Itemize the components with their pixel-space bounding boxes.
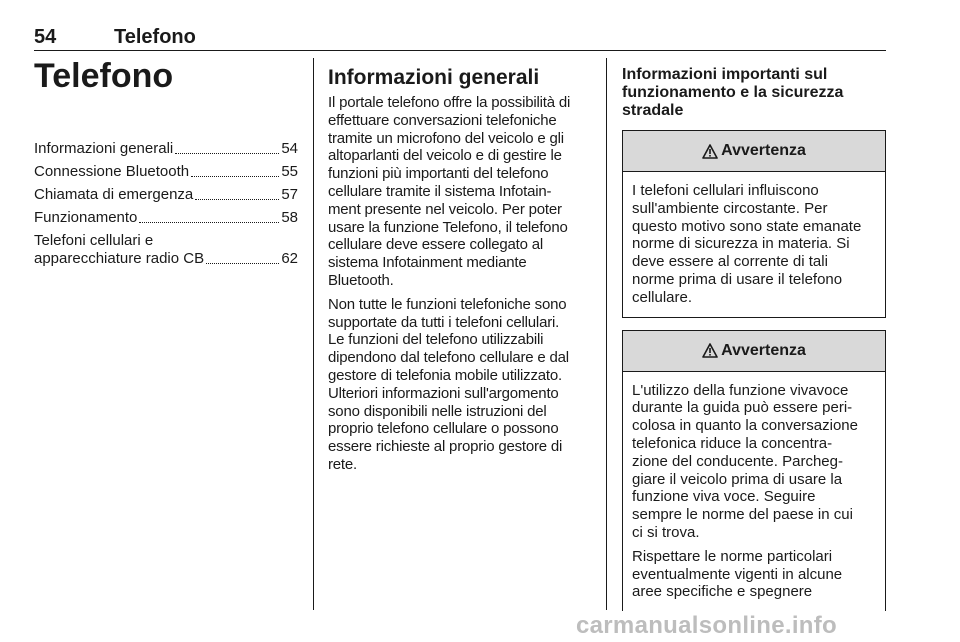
toc-entry[interactable] — [34, 186, 298, 204]
warning-header — [623, 131, 885, 172]
dot-leader — [191, 176, 279, 177]
middle-column — [328, 56, 592, 480]
column-divider-2 — [606, 58, 607, 610]
dot-leader — [206, 263, 279, 264]
warning-body — [623, 372, 885, 612]
warning-text: L'utilizzo della funzione vivavoce durante la guida può essere peri- colosa in quanto la conversazione telefonica riduce la concentra- zione del conducente. Parcheg- giare il veicolo prima di usare la funzione viva voce. Seguire sempre le norme del paese in cui ci si trova. — [632, 381, 858, 541]
toc-entry-page: 57 — [281, 186, 298, 203]
page-number: 54 — [34, 26, 57, 48]
toc-entry-label: Informazioni generali — [34, 140, 174, 157]
dot-leader — [175, 153, 279, 154]
toc-entry-label: Funzionamento — [34, 209, 138, 226]
toc-entry[interactable] — [34, 209, 298, 227]
warning-text: I telefoni cellulari influiscono sull'ambiente circostante. Per questo motivo sono state emanate norme di sicurezza in materia. Si deve essere al corrente di tali norme prima di usare il telefono cellulare. — [632, 182, 862, 306]
warning-triangle-icon — [702, 144, 718, 159]
table-of-contents — [34, 140, 298, 268]
right-column — [622, 56, 886, 611]
warning-text: Rispettare le norme particolari eventualmente vigenti in alcune aree specifiche e spegnere — [632, 547, 843, 601]
page-header — [34, 26, 886, 51]
toc-entry[interactable] — [34, 140, 298, 158]
section-heading: Informazioni generali — [328, 66, 540, 89]
left-column — [34, 56, 298, 273]
subsection-heading: Informazioni importanti sul funzionamento e la sicurezza stradale — [622, 66, 844, 119]
toc-entry[interactable] — [34, 163, 298, 181]
body-paragraph: Non tutte le funzioni telefoniche sono supportate da tutti i telefoni cellulari. Le funzioni del telefono utilizzabili dipendono dal telefono cellulare e dal gestore di telefonia mobile utilizzato. Ulteriori informazioni sull'argomento sono disponibili nelle istruzioni del proprio telefono cellulare o possono essere richieste al proprio gestore di rete. — [328, 295, 569, 473]
watermark: carmanualsonline.info — [576, 612, 838, 639]
warning-header — [623, 331, 885, 372]
warning-title: Avvertenza — [721, 142, 806, 159]
warning-triangle-icon — [702, 343, 718, 358]
warning-box — [622, 130, 886, 318]
toc-entry-page: 55 — [281, 163, 298, 180]
toc-entry-label: Connessione Bluetooth — [34, 163, 190, 180]
toc-entry[interactable] — [34, 232, 298, 268]
dot-leader — [195, 199, 279, 200]
toc-entry-page: 62 — [281, 250, 298, 267]
body-paragraph: Il portale telefono offre la possibilità di effettuare conversazioni telefoniche tramite un microfono del veicolo e gli altoparlanti del veicolo e di gestire le funzioni più importanti del telefono cellulare tramite il sistema Infotain- ment presente nel veicolo. Per poter usare la funzione Telefono, il telefono cellulare deve essere collegato al sistema Infotainment mediante Bluetooth. — [328, 94, 571, 289]
chapter-title: Telefono — [34, 57, 174, 95]
toc-entry-page: 54 — [281, 140, 298, 157]
running-section-title: Telefono — [114, 26, 196, 48]
toc-entry-label: Chiamata di emergenza — [34, 186, 194, 203]
warning-title: Avvertenza — [721, 341, 806, 359]
column-divider-1 — [313, 58, 314, 610]
toc-entry-label: Telefoni cellulari e apparecchiature radio CB — [34, 232, 205, 267]
warning-body — [623, 172, 885, 317]
toc-entry-page: 58 — [281, 209, 298, 226]
warning-box — [622, 330, 886, 612]
dot-leader — [139, 222, 279, 223]
